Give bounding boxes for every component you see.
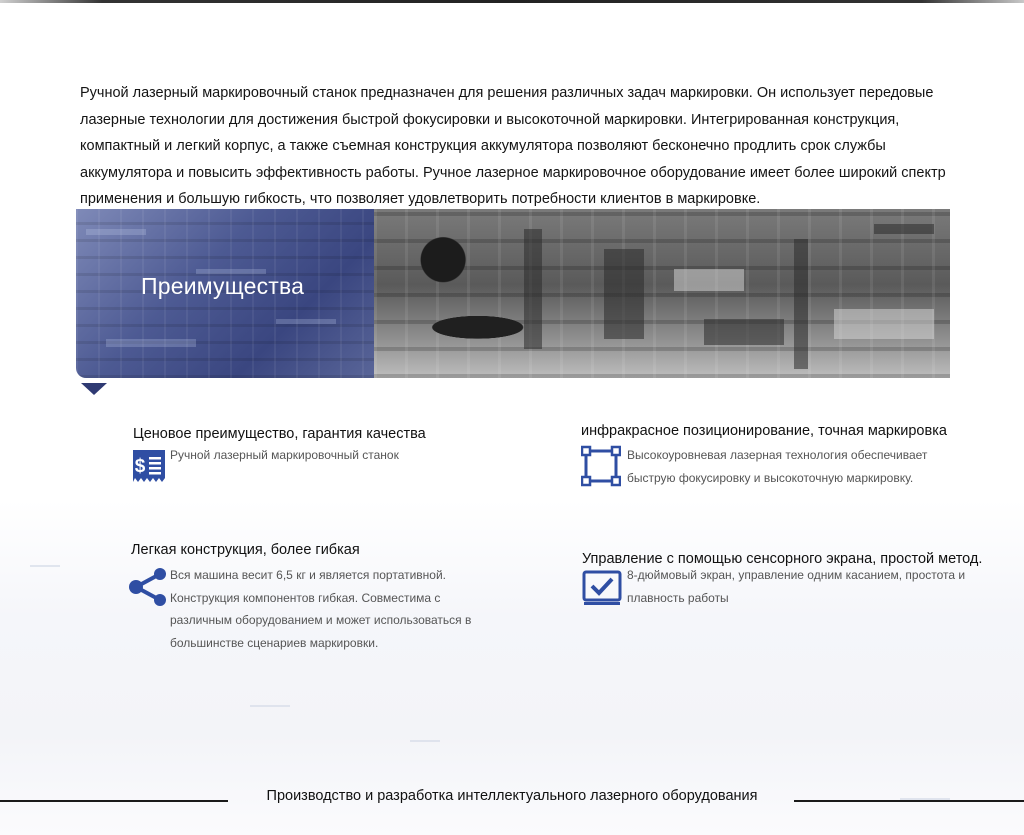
background-mark — [30, 565, 60, 567]
background-mark — [410, 740, 440, 742]
intro-paragraph: Ручной лазерный маркировочный станок предназначен для решения различных задач маркировки. Он использует передовые лазерные технологии для достижения быстрой фокусировки и высокоточной маркировки. Интегрированная конструкция, компактный и легкий корпус, а также съемная конструкция аккумулятора позволяют бесконечно продлить срок службы аккумулятора и повысить эффективность работы. Ручное лазерное маркировочное оборудование имеет более широкий спектр применения и большую гибкость, что позволяет удовлетворить потребности клиентов в маркировке. — [80, 85, 946, 207]
feature-description: 8-дюймовый экран, управление одним касанием, простота и плавность работы — [627, 568, 966, 605]
banner-image-workshop — [374, 209, 950, 378]
positioning-frame-icon — [581, 445, 621, 487]
footer-tagline: Производство и разработка интеллектуального лазерного оборудования — [266, 788, 758, 804]
feature-title: Легкая конструкция, более гибкая — [131, 542, 360, 558]
feature-description: Высокоуровневая лазерная технология обеспечивает быструю фокусировку и высокоточную маркировку. — [627, 448, 928, 485]
feature-title: инфракрасное позиционирование, точная маркировка — [581, 423, 947, 439]
background-mark — [250, 705, 290, 707]
banner-image-left — [76, 209, 376, 378]
share-nodes-icon — [126, 567, 170, 609]
svg-text:$: $ — [134, 456, 146, 477]
advantages-banner — [76, 209, 950, 378]
feature-title: Управление с помощью сенсорного экрана, простой метод. — [582, 551, 983, 567]
price-tag-dollar-icon — [131, 448, 167, 484]
footer-divider-right — [794, 800, 1024, 802]
feature-description: Ручной лазерный маркировочный станок — [170, 448, 399, 462]
banner-pointer — [81, 383, 107, 395]
checked-screen-icon — [582, 570, 622, 608]
feature-title: Ценовое преимущество, гарантия качества — [133, 426, 426, 442]
footer-divider-left — [0, 800, 228, 802]
banner-title: Преимущества — [141, 273, 305, 299]
top-divider — [0, 0, 1024, 3]
feature-description: Вся машина весит 6,5 кг и является портативной. Конструкция компонентов гибкая. Совместима с различным оборудованием и может использоваться в большинстве сценариев маркировки. — [170, 568, 472, 650]
